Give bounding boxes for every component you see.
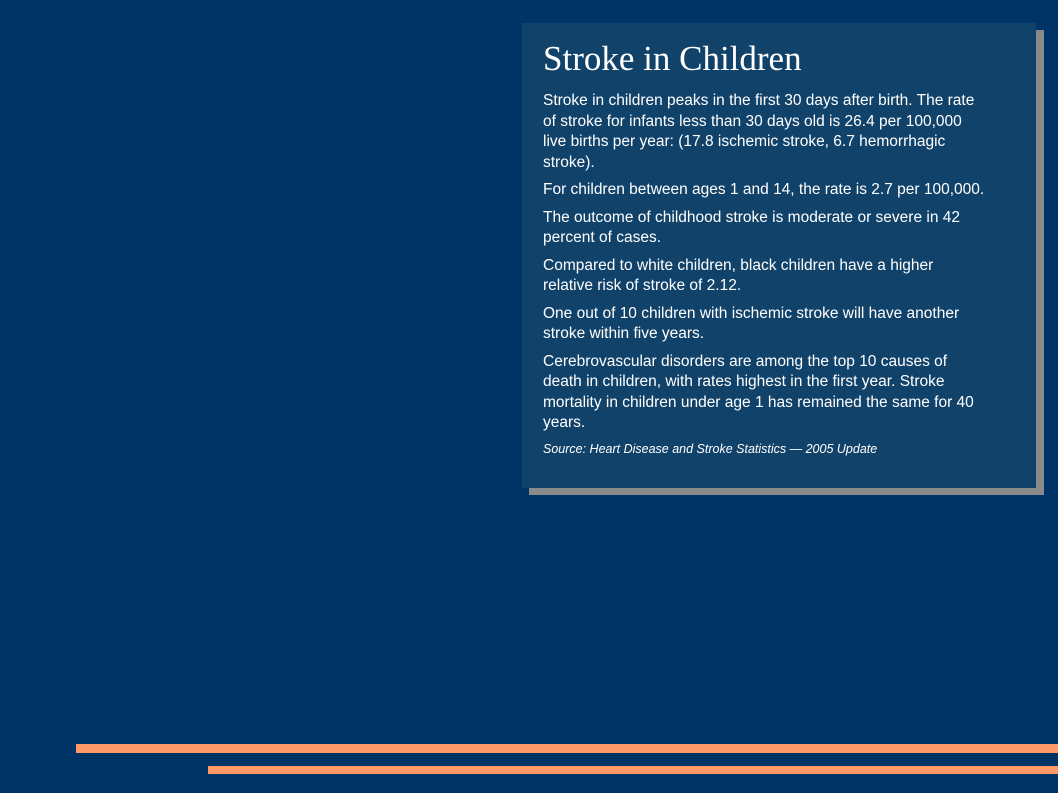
- accent-stripe-bottom: [208, 766, 1058, 774]
- paragraph-recurrence: One out of 10 children with ischemic stroke will have another stroke within five years.: [543, 304, 960, 342]
- paragraph-outcome: The outcome of childhood stroke is moderate or severe in 42 percent of cases.: [543, 208, 961, 246]
- paragraph-child-rate: For children between ages 1 and 14, the rate is 2.7 per 100,000.: [543, 181, 985, 198]
- stroke-facts-card: [522, 23, 1036, 488]
- paragraph-relative-risk: Compared to white children, black children have a higher relative risk of stroke of 2.12.: [543, 256, 934, 294]
- paragraph-mortality: Cerebrovascular disorders are among the top 10 causes of death in children, with rates highest in the first year. Stroke mortality in children under age 1 has remained the same for 40 years.: [543, 352, 974, 431]
- accent-stripe-top: [76, 744, 1058, 753]
- source-citation: Source: Heart Disease and Stroke Statistics — 2005 Update: [543, 441, 878, 456]
- paragraph-infant-rate: Stroke in children peaks in the first 30 days after birth. The rate of stroke for infants less than 30 days old is 26.4 per 100,000 live births per year: (17.8 ischemic stroke, 6.7 hemorrhagic stroke).: [543, 92, 975, 171]
- slide-title: Stroke in Children: [543, 39, 802, 78]
